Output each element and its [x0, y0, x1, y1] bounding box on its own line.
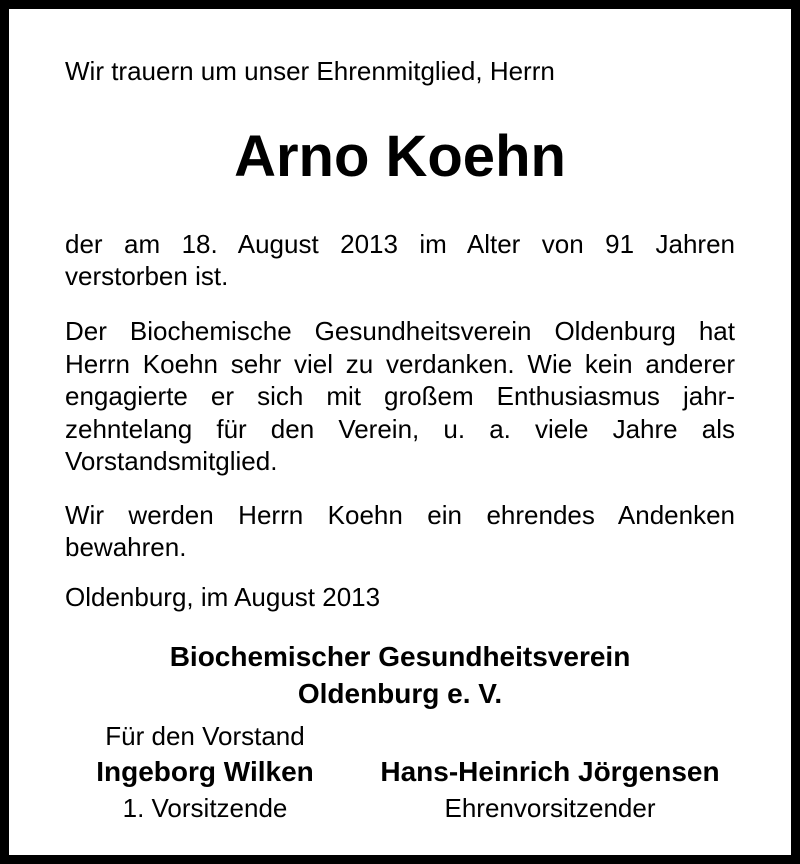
- signatory-left: [60, 718, 350, 826]
- deceased-name: Arno Koehn: [234, 124, 566, 189]
- for-board-label: Für den Vorstand: [105, 721, 305, 751]
- signatory-role: 1. Vorsitzende: [122, 793, 288, 823]
- signatory-right: [350, 754, 750, 826]
- signatory-name: Hans-Heinrich Jörgensen: [380, 756, 720, 787]
- organization-line2: Oldenburg e. V.: [297, 678, 503, 709]
- signatory-name: Ingeborg Wilken: [96, 756, 314, 787]
- organization-name: [0, 638, 800, 712]
- paragraph-tribute: Der Biochemische Gesundheitsverein Oldenburg hat Herrn Koehn sehr viel zu verdanken. Wie kein anderer engagierte er sich mit großem Enthusiasmus jahrzehntelang für den Verein, u. a. viele Jahre als Vorstandsmitglied.: [65, 316, 735, 476]
- organization-line1: Biochemischer Gesundheitsverein: [169, 641, 631, 672]
- paragraph-death: der am 18. August 2013 im Alter von 91 Jahren verstorben ist.: [65, 229, 735, 291]
- signatory-role: Ehrenvorsitzender: [444, 793, 656, 823]
- place-date: Oldenburg, im August 2013: [65, 582, 381, 612]
- paragraph-remembrance: Wir werden Herrn Koehn ein ehrendes Andenken bewahren.: [65, 500, 735, 562]
- intro-text: Wir trauern um unser Ehrenmitglied, Herrn: [65, 56, 555, 86]
